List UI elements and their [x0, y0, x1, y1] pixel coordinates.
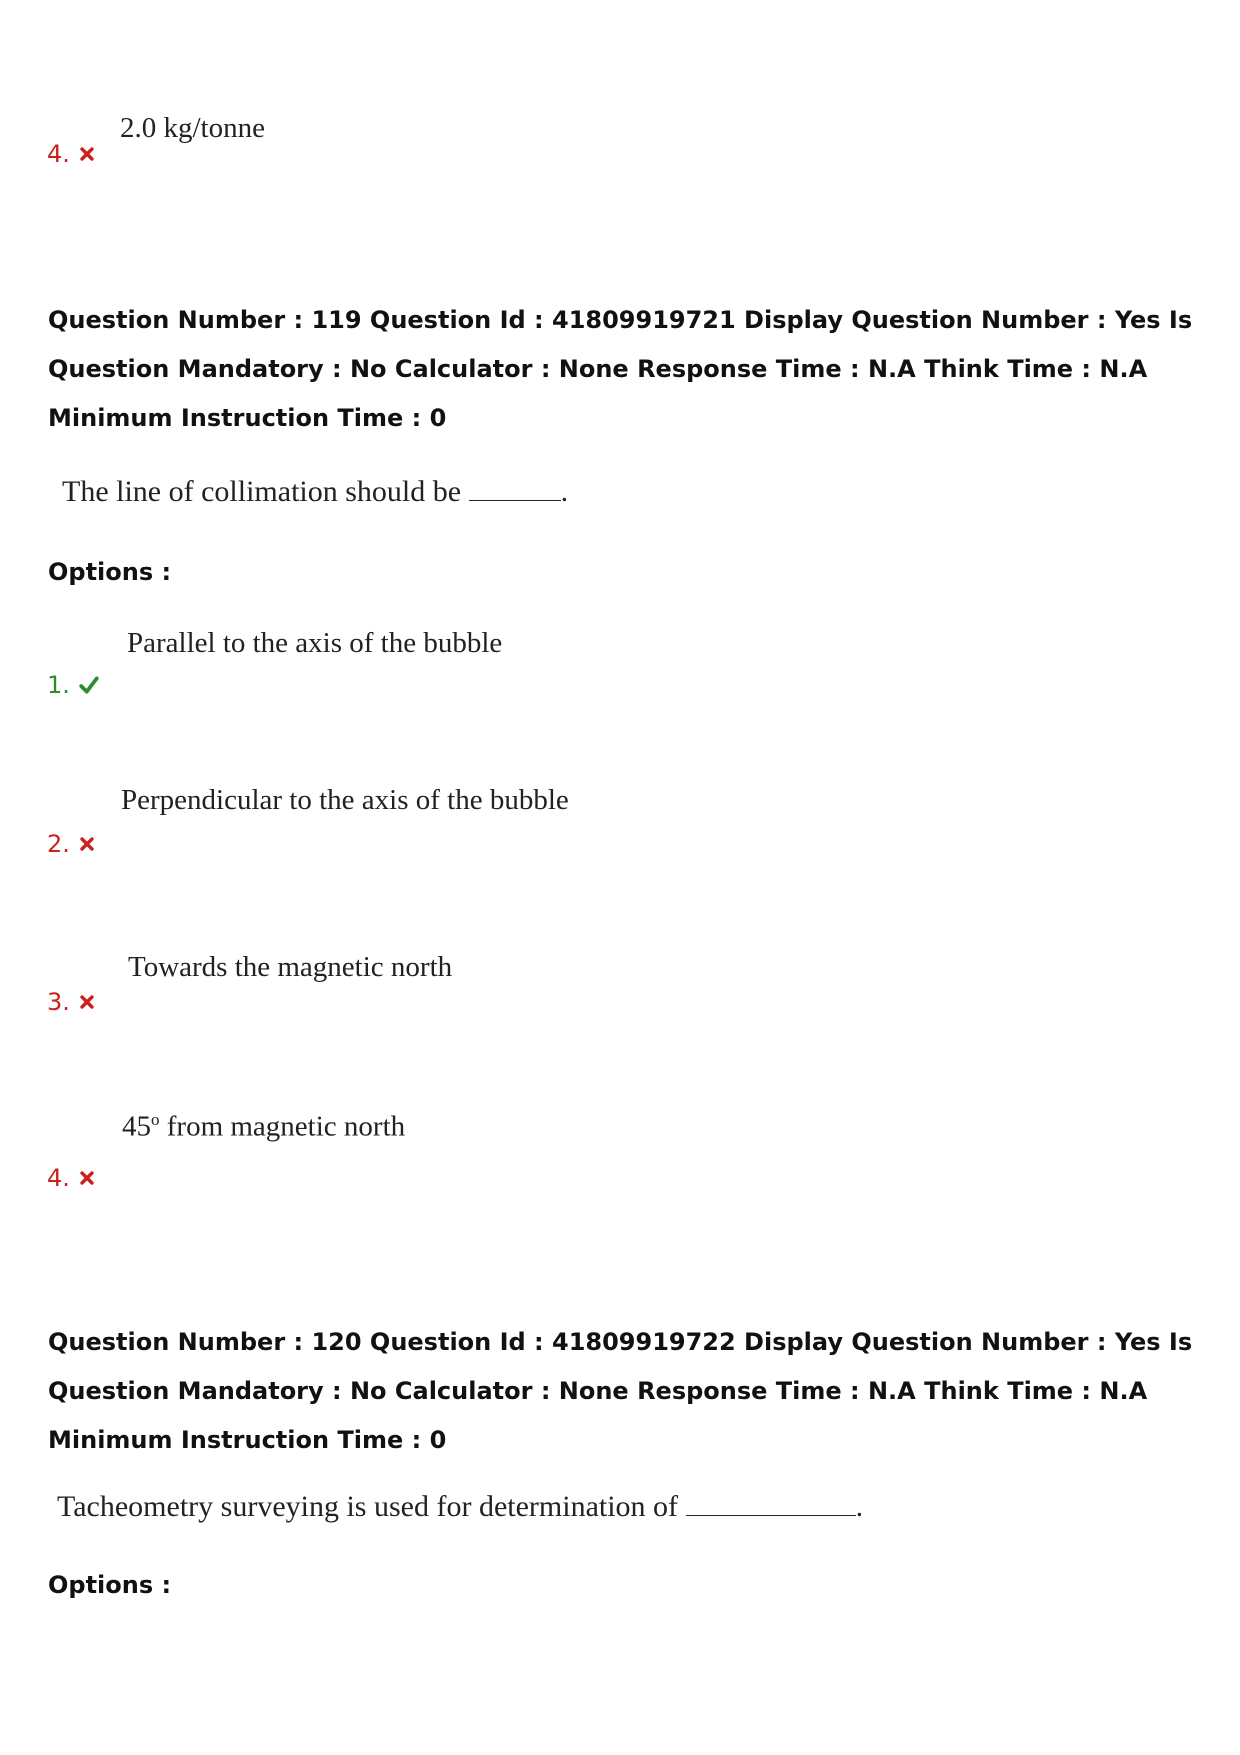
option-4-rest: from magnetic north [159, 1110, 406, 1143]
option-2-text: Perpendicular to the axis of the bubble [121, 784, 569, 816]
cross-icon [78, 145, 96, 163]
option-4-marker [47, 1164, 96, 1192]
options-label-119: Options : [48, 558, 172, 586]
options-label-120: Options : [48, 1571, 172, 1599]
question-text-end: . [855, 1490, 864, 1523]
check-icon [78, 675, 100, 695]
option-1-text: Parallel to the axis of the bubble [127, 627, 503, 659]
option-4-value: 45 [122, 1110, 151, 1143]
question-header-119: Question Number : 119 Question Id : 41809919721 Display Question Number : Yes Is Question Mandatory : No Calculator : None Response Time : N.A Think Time : N.A Minimum Instruction Time : 0 [48, 306, 1193, 432]
answer-blank [686, 1489, 856, 1516]
question-text-120 [57, 1489, 863, 1524]
option-3-text: Towards the magnetic north [128, 951, 453, 983]
option-4-text [122, 1110, 405, 1144]
option-number: 3. [47, 988, 70, 1016]
option-3-marker [47, 988, 96, 1016]
option-number: 4. [47, 1164, 70, 1192]
cross-icon [78, 993, 96, 1011]
question-text: Tacheometry surveying is used for determination of [57, 1490, 679, 1523]
degree-sign: o [151, 1110, 160, 1129]
cross-icon [78, 1169, 96, 1187]
question-text: The line of collimation should be [62, 475, 462, 508]
cross-icon [78, 835, 96, 853]
question-text-119 [62, 474, 568, 509]
question-text-end: . [560, 475, 569, 508]
question-header-120: Question Number : 120 Question Id : 41809919722 Display Question Number : Yes Is Question Mandatory : No Calculator : None Response Time : N.A Think Time : N.A Minimum Instruction Time : 0 [48, 1328, 1193, 1454]
prev-option-4-marker [47, 140, 96, 168]
answer-blank [469, 474, 561, 501]
option-number: 1. [47, 671, 70, 699]
prev-option-4-text: 2.0 kg/tonne [120, 112, 265, 144]
option-1-marker [47, 671, 100, 699]
option-number: 4. [47, 140, 70, 168]
option-number: 2. [47, 830, 70, 858]
option-2-marker [47, 830, 96, 858]
